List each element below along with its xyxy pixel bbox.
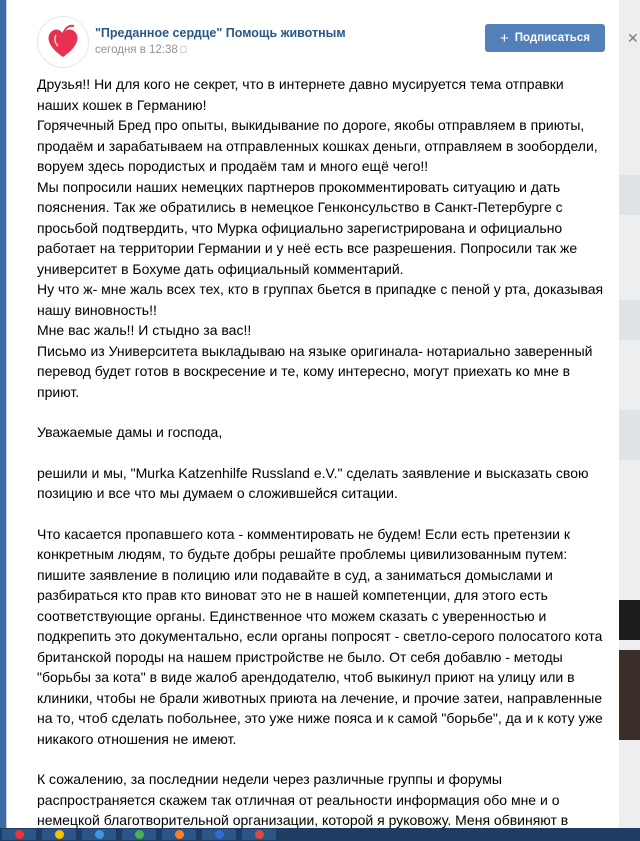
post-paragraph: Мне вас жаль!! И стыдно за вас!! (37, 322, 252, 338)
background-block (619, 410, 640, 460)
apple-icon (180, 45, 188, 56)
post-text (37, 74, 607, 828)
close-icon[interactable]: ✕ (627, 30, 639, 46)
subscribe-button-label: Подписаться (514, 32, 590, 44)
post-paragraph: решили и мы, "Murka Katzenhilfe Russland e.V." сделать заявление и высказать свою позицию и все что мы думаем о сложившейся ситации. (37, 464, 589, 501)
post-date[interactable] (95, 44, 187, 56)
post-date-text: сегодня в 12:38 (95, 44, 178, 56)
taskbar-app-icon[interactable] (242, 829, 276, 840)
taskbar (0, 828, 640, 841)
taskbar-app-icon[interactable] (122, 829, 156, 840)
post-paragraph: Мы попросили наших немецких партнеров прокомментировать ситуацию и дать пояснения. Так же обратились в немецкое Генконсульство в Санкт-Петербурге с просьбой подтвердить, что Мурка официально зарегистрирована и официально работает на территории Германии и у неё есть все разрешения. Попросили так же университет в Бохуме дать официальный комментарий. (37, 178, 578, 277)
taskbar-app-icon[interactable] (2, 829, 36, 840)
background-image (619, 650, 640, 740)
plus-icon: + (500, 29, 509, 47)
post-paragraph: Уважаемые дамы и господа, (37, 424, 223, 440)
post-paragraph: Друзья!! Ни для кого не секрет, что в интернете давно мусируется тема отправки наших кошек в Германию! (37, 76, 564, 113)
post-paragraph: Горячечный Бред про опыты, выкидывание по дороге, якобы отправляем в приюты, продаём и зарабатываем на отправленных кошках деньги, отправляем в зообордели, воруем здесь породистых и продаём там и много ещё чего!! (37, 117, 598, 174)
background-block (619, 175, 640, 215)
post-paragraph: Ну что ж- мне жаль всех тех, кто в группах бьется в припадке с пеной у рта, доказывая нашу виновность!! (37, 281, 604, 318)
background-block (619, 300, 640, 340)
subscribe-button[interactable] (485, 24, 605, 52)
heart-logo-icon (38, 17, 88, 67)
background-image (619, 600, 640, 640)
taskbar-app-icon[interactable] (202, 829, 236, 840)
taskbar-app-icon[interactable] (162, 829, 196, 840)
wall-post (6, 0, 619, 828)
post-paragraph: К сожалению, за последнии недели через различные группы и форумы распространяется скажем так отличная от реальности информация обо мне и о немецкой благотворительной организации, которой я руковожу. Меня обвиняют в (37, 771, 569, 828)
group-avatar[interactable] (37, 16, 89, 68)
taskbar-app-icon[interactable] (42, 829, 76, 840)
group-name-link[interactable]: "Преданное сердце" Помощь животным (95, 26, 346, 40)
post-paragraph: Письмо из Университета выкладываю на языке оригинала- нотариально заверенный перевод будет готов в воскресение и те, кому интересно, могут приехать ко мне в приют. (37, 342, 593, 400)
taskbar-app-icon[interactable] (82, 829, 116, 840)
post-paragraph: Что касается пропавшего кота - комментировать не будем! Если есть претензии к конкретным людям, то будьте добры решайте проблемы цивилизованным путем: пишите заявление в полицию или подавайте в суд, а заниматься домыслами и разбираться кто прав кто виноват это не в нашей компетенции, для этого есть соответствующие органы. Единственное что можем сказать с уверенностью и подкрепить это документально, если органы попросят - светло-серого полосатого кота британской породы на нашем пристройстве не было. От себя добавлю - методы "борьбы за кота" в виде жалоб арендодателю, чтоб выкинул приют на улицу или в клиники, чтобы не брали животных приюта на лечение, и прочие затеи, направленные на то, чтоб сделать побольнее, это уже ниже пояса и к самой "борьбе", да и к коту уже никакого отношения не имеют. (37, 525, 603, 747)
